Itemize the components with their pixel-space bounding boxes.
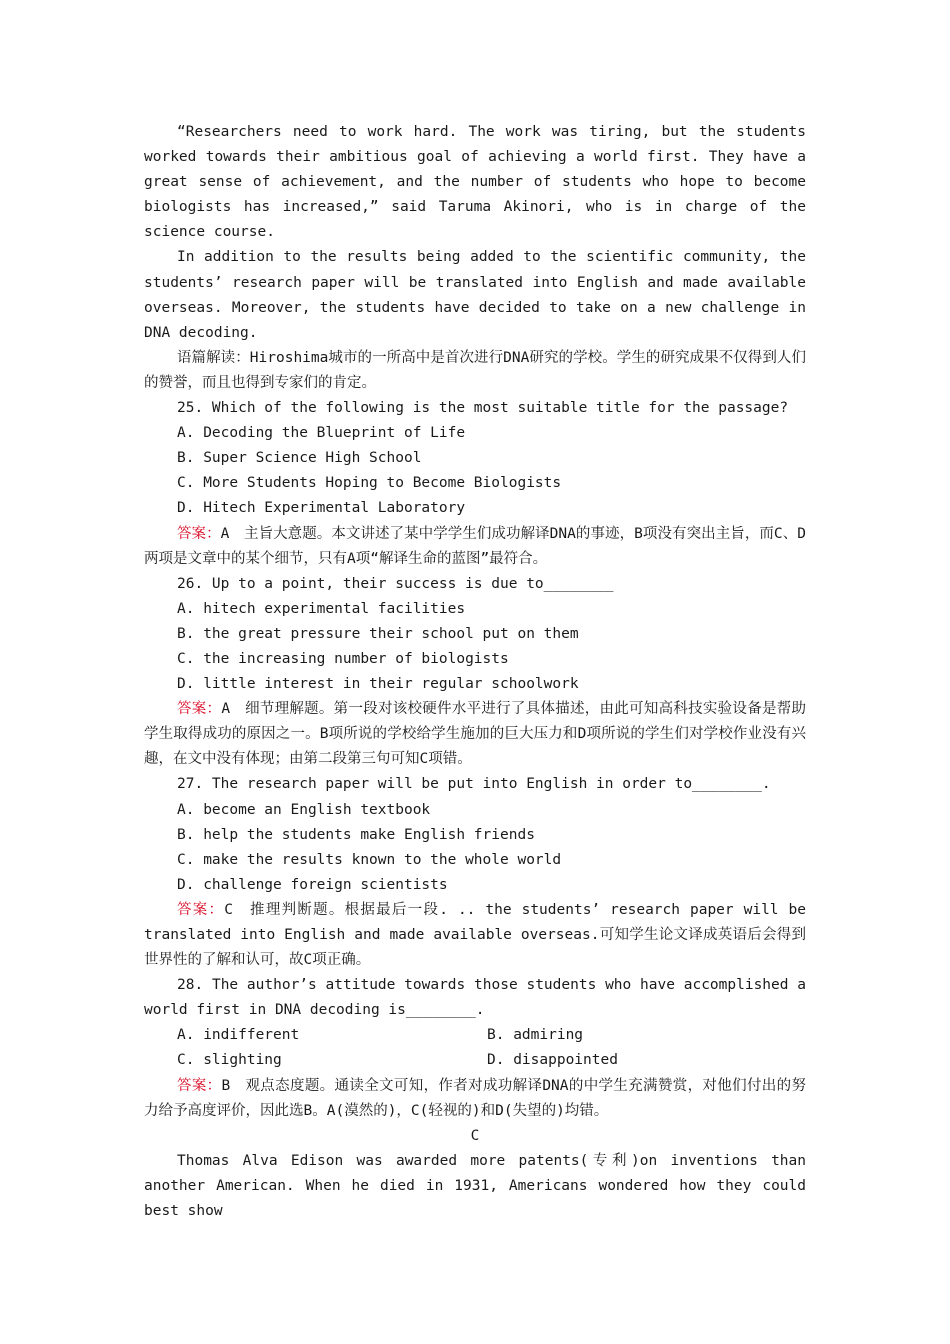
answer-explanation (144, 697, 806, 772)
option-d: D. challenge foreign scientists (177, 876, 448, 893)
paragraph: In addition to the results being added to the scientific community, the students’ research paper will be translated into English and made available overseas. Moreover, the students have decided to take on a new challenge in DNA decoding. (144, 249, 806, 341)
option-c: C. slighting (177, 1052, 282, 1069)
option-d: D. disappointed (487, 1052, 618, 1069)
paragraph: Thomas Alva Edison was awarded more patents(专利)on inventions than another American. When he died in 1931, Americans wondered how they could best show (144, 1152, 806, 1220)
option-b: B. Super Science High School (177, 450, 422, 467)
answer-label: 答案： (177, 525, 221, 542)
question-stem: 26. Up to a point, their success is due to________ (177, 575, 614, 592)
option-a: A. become an English textbook (177, 801, 431, 818)
answer-text: A 主旨大意题。本文讲述了某中学学生们成功解译DNA的事迹，B项没有突出主旨，而C、D两项是文章中的某个细节，只有A项“解译生命的蓝图”最符合。 (144, 525, 807, 567)
answer-explanation (144, 522, 806, 572)
question-stem: 28. The author’s attitude towards those students who have accomplished a world first in DNA decoding is________. (144, 977, 806, 1019)
answer-text: A 细节理解题。第一段对该校硬件水平进行了具体描述，由此可知高科技实验设备是帮助学生取得成功的原因之一。B项所说的学校给学生施加的巨大压力和D项所说的学生们对学校作业没有兴趣，在文中没有体现；由第二段第三句可知C项错。 (144, 701, 806, 768)
section-heading: C (470, 1127, 480, 1144)
option-row (144, 1023, 806, 1048)
option-b: B. help the students make English friends (177, 826, 535, 843)
option-c: C. the increasing number of biologists (177, 650, 509, 667)
answer-label: 答案： (177, 701, 222, 718)
option-a: A. hitech experimental facilities (177, 600, 466, 617)
option-c: C. make the results known to the whole world (177, 851, 562, 868)
option-a: A. indifferent (177, 1027, 300, 1044)
answer-label: 答案： (177, 1077, 222, 1094)
answer-explanation (144, 898, 806, 973)
answer-text: B 观点态度题。通读全文可知，作者对成功解译DNA的中学生充满赞赏，对他们付出的努力给予高度评价，因此选B。A(漠然的)，C(轻视的)和D(失望的)均错。 (144, 1077, 806, 1119)
paragraph: “Researchers need to work hard. The work was tiring, but the students worked towards their ambitious goal of achieving a world first. They have a great sense of achievement, and the number of students who hope to become biologists has increased,” said Taruma Akinori, who is in charge of the science course. (144, 124, 806, 241)
document-page (144, 120, 806, 1224)
passage-summary: 语篇解读：Hiroshima城市的一所高中是首次进行DNA研究的学校。学生的研究成果不仅得到人们的赞誉，而且也得到专家们的肯定。 (144, 349, 806, 391)
question-stem: 27. The research paper will be put into English in order to________. (177, 776, 771, 793)
answer-explanation (144, 1074, 806, 1124)
option-d: D. little interest in their regular schoolwork (177, 676, 579, 693)
option-b: B. admiring (487, 1027, 584, 1044)
answer-text: C 推理判断题。根据最后一段. .. the students’ research paper will be translated into English and made available overseas.可知学生论文译成英语后会得到世界性的了解和认可，故C项正确。 (144, 901, 806, 969)
answer-label: 答案： (177, 901, 225, 918)
option-a: A. Decoding the Blueprint of Life (177, 425, 466, 442)
question-stem: 25. Which of the following is the most suitable title for the passage? (177, 400, 789, 417)
option-c: C. More Students Hoping to Become Biologists (177, 475, 562, 492)
option-d: D. Hitech Experimental Laboratory (177, 500, 466, 517)
option-b: B. the great pressure their school put on them (177, 625, 579, 642)
option-row (144, 1048, 806, 1073)
